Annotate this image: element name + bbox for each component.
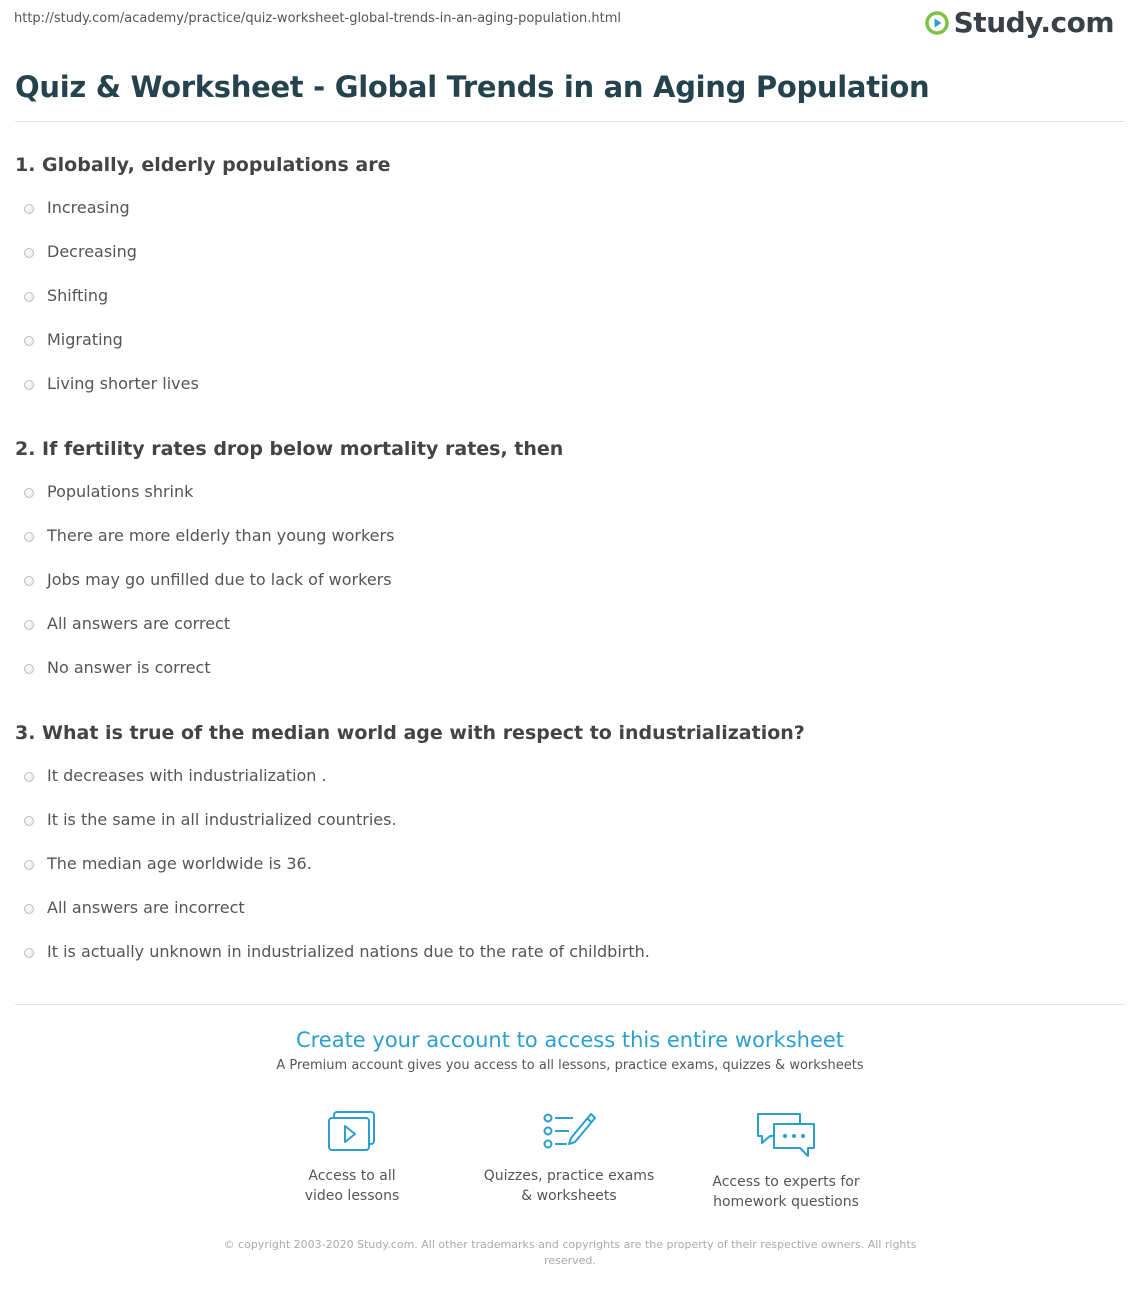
answer-label: Shifting [47,286,109,305]
radio-button[interactable] [24,488,34,498]
answer-option[interactable] [15,374,1115,418]
answer-label: Decreasing [47,242,137,261]
answer-option[interactable] [15,810,1115,854]
answer-label: There are more elderly than young workers [47,526,395,545]
radio-button[interactable] [24,576,34,586]
radio-button[interactable] [24,904,34,914]
answer-option[interactable] [15,330,1115,374]
divider [15,1004,1125,1005]
answer-label: The median age worldwide is 36. [47,854,312,873]
answer-option[interactable] [15,242,1115,286]
page-title: Quiz & Worksheet - Global Trends in an Aging Population [15,70,930,104]
answer-label: Populations shrink [47,482,194,501]
answer-option[interactable] [15,898,1115,942]
radio-button[interactable] [24,248,34,258]
divider [15,121,1125,122]
video-lessons-icon [326,1110,378,1154]
radio-button[interactable] [24,532,34,542]
copyright-text: © copyright 2003-2020 Study.com. All other trademarks and copyrights are the property of their respective owners. All rights reserved. [223,1238,917,1267]
radio-button[interactable] [24,336,34,346]
answer-label: Living shorter lives [47,374,199,393]
radio-button[interactable] [24,816,34,826]
play-circle-icon [925,11,949,35]
feature-label: Access to all video lessons [304,1168,400,1204]
answer-option[interactable] [15,482,1115,526]
radio-button[interactable] [24,620,34,630]
radio-button[interactable] [24,772,34,782]
radio-button[interactable] [24,664,34,674]
quiz-checklist-icon [541,1110,597,1154]
cta-subtitle: A Premium account gives you access to all lessons, practice exams, quizzes & worksheets [276,1058,864,1073]
page-url: http://study.com/academy/practice/quiz-worksheet-global-trends-in-an-aging-population.html [14,11,622,26]
feature-quizzes [469,1110,669,1206]
question-title: 1. Globally, elderly populations are [15,154,391,176]
question-1 [15,154,1115,418]
answer-option[interactable] [15,286,1115,330]
answer-option[interactable] [15,198,1115,242]
answer-label: No answer is correct [47,658,211,677]
question-title: 3. What is true of the median world age with respect to industrialization? [15,722,805,744]
study-logo[interactable] [925,6,1114,39]
radio-button[interactable] [24,204,34,214]
question-title: 2. If fertility rates drop below mortality rates, then [15,438,564,460]
answer-label: Migrating [47,330,123,349]
chat-bubbles-icon [754,1110,818,1160]
answer-option[interactable] [15,570,1115,614]
answer-option[interactable] [15,658,1115,702]
answer-list [15,198,1115,418]
answer-label: All answers are correct [47,614,231,633]
radio-button[interactable] [24,380,34,390]
feature-video-lessons [252,1110,452,1206]
feature-label: Access to experts for homework questions [712,1174,860,1210]
answer-option[interactable] [15,766,1115,810]
radio-button[interactable] [24,292,34,302]
radio-button[interactable] [24,948,34,958]
radio-button[interactable] [24,860,34,870]
answer-label: Increasing [47,198,130,217]
answer-list [15,482,1115,702]
feature-experts [686,1110,886,1212]
answer-label: Jobs may go unfilled due to lack of workers [47,570,392,589]
answer-option[interactable] [15,614,1115,658]
answer-label: It decreases with industrialization . [47,766,327,785]
answer-option[interactable] [15,942,1115,986]
answer-list [15,766,1115,986]
feature-label: Quizzes, practice exams & worksheets [483,1168,655,1204]
question-3 [15,722,1115,986]
logo-text: Study.com [953,6,1114,39]
answer-option[interactable] [15,526,1115,570]
create-account-link[interactable]: Create your account to access this entire worksheet [295,1028,845,1052]
answer-label: All answers are incorrect [47,898,245,917]
answer-label: It is the same in all industrialized countries. [47,810,397,829]
answer-option[interactable] [15,854,1115,898]
top-bar [0,0,1140,50]
question-2 [15,438,1115,702]
answer-label: It is actually unknown in industrialized nations due to the rate of childbirth. [47,942,650,961]
